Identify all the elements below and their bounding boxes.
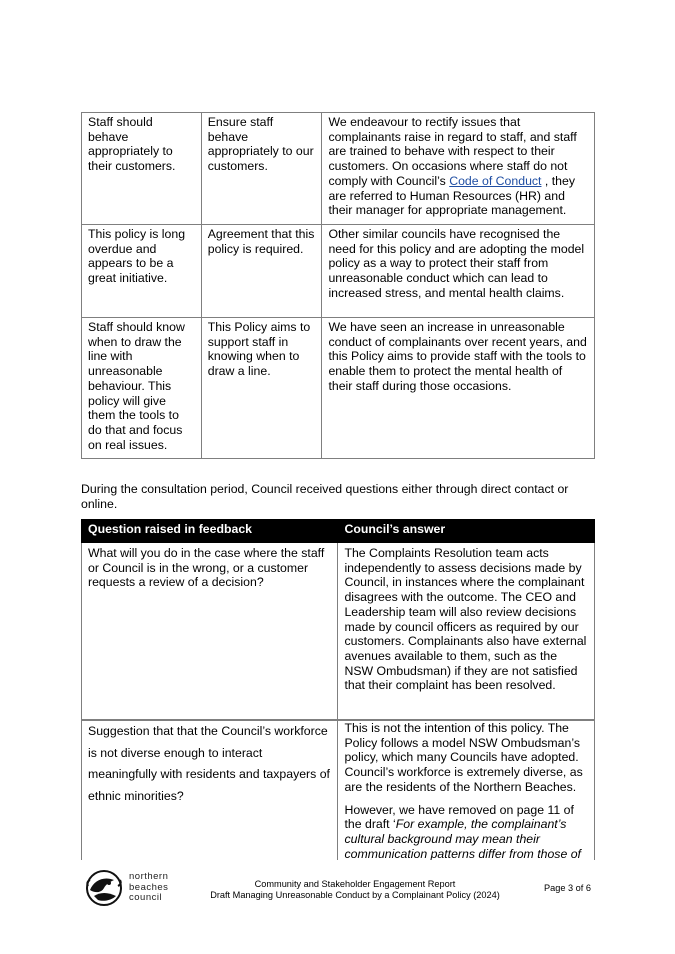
consultation-intro-text: During the consultation period, Council received questions either through direct contact or online. [81, 482, 569, 511]
table-row [82, 720, 595, 861]
table-row [82, 543, 595, 721]
table-cell: We have seen an increase in unreasonable conduct of complainants over recent years, and this Policy aims to provide staff with the tools to enable them to protect the mental health of their staff during those occasions. [322, 318, 595, 459]
table-cell: This policy is long overdue and appears to be a great initiative. [82, 225, 202, 318]
table-cell [322, 113, 595, 225]
table-row [82, 318, 595, 459]
answer-quote: For example, the complainant’s cultural background may mean their communication patterns differ from those of [344, 817, 581, 860]
table-cell: Other similar councils have recognised the need for this policy and are adopting the model policy as a way to protect their staff from unreasonable conduct which can lead to increased stress, and mental health claims. [322, 225, 595, 318]
question-text: Suggestion that that the Council’s workforce is not diverse enough to interact meaningfully with residents and taxpayers of ethnic minorities? [88, 724, 330, 803]
table-cell: Agreement that this policy is required. [201, 225, 322, 318]
header-question: Question raised in feedback [82, 520, 338, 543]
answer-paragraph-2 [344, 803, 588, 860]
logo-wordmark [129, 872, 168, 904]
answer-cell [338, 720, 595, 861]
questions-table [81, 519, 595, 721]
question-cell: What will you do in the case where the staff or Council is in the wrong, or a customer requests a review of a decision? [82, 543, 338, 721]
answer-cell: The Complaints Resolution team acts independently to assess decisions made by Council, in instances where the complainant disagrees with the outcome. The CEO and Leadership team will also review decisions made by council officers as required by our customers. Complainants also have external avenues available to them, such as the NSW Ombudsman) if they are not satisfied that their complaint has been resolved. [338, 543, 595, 721]
table-cell: This Policy aims to support staff in knowing when to draw a line. [201, 318, 322, 459]
answer-paragraph-1: This is not the intention of this policy. The Policy follows a model NSW Ombudsman’s policy, which many Councils have adopted. Council’s workforce is extremely diverse, as are the residents of the Northern Beaches. [344, 721, 583, 794]
table-cell: Staff should know when to draw the line with unreasonable behaviour. This policy will give them the tools to do that and focus on real issues. [82, 318, 202, 459]
page-number: Page 3 of 6 [544, 883, 591, 893]
header-answer: Council’s answer [338, 520, 595, 543]
question-cell [82, 720, 338, 861]
table-cell: Staff should behave appropriately to their customers. [82, 113, 202, 225]
questions-table-row2 [81, 719, 595, 860]
cell-text: , they are referred to Human Resources (HR) and their manager for appropriate management. [328, 173, 575, 218]
answer-text: However, we have removed on page 11 of the draft ‘ [344, 802, 574, 832]
table-cell: Ensure staff behave appropriately to our customers. [201, 113, 322, 225]
code-of-conduct-link[interactable]: Code of Conduct [449, 173, 542, 188]
table-row [82, 225, 595, 318]
footer-title-line: Community and Stakeholder Engagement Report [254, 879, 456, 889]
footer-title [205, 879, 505, 901]
logo-line: beaches [129, 881, 169, 893]
logo-line: northern [129, 871, 169, 882]
footer-title-line: Draft Managing Unreasonable Conduct by a Complainant Policy (2024) [210, 890, 500, 900]
questions-table-continued [81, 719, 596, 860]
feedback-themes-table [81, 112, 595, 459]
cell-text: We endeavour to rectify issues that complainants raise in regard to staff, and staff are trained to behave with respect to their customers. On occasions where staff do not comply with Council’s [328, 115, 577, 188]
table-header-row [82, 520, 595, 543]
table-row [82, 113, 595, 225]
logo-line: council [129, 892, 163, 903]
